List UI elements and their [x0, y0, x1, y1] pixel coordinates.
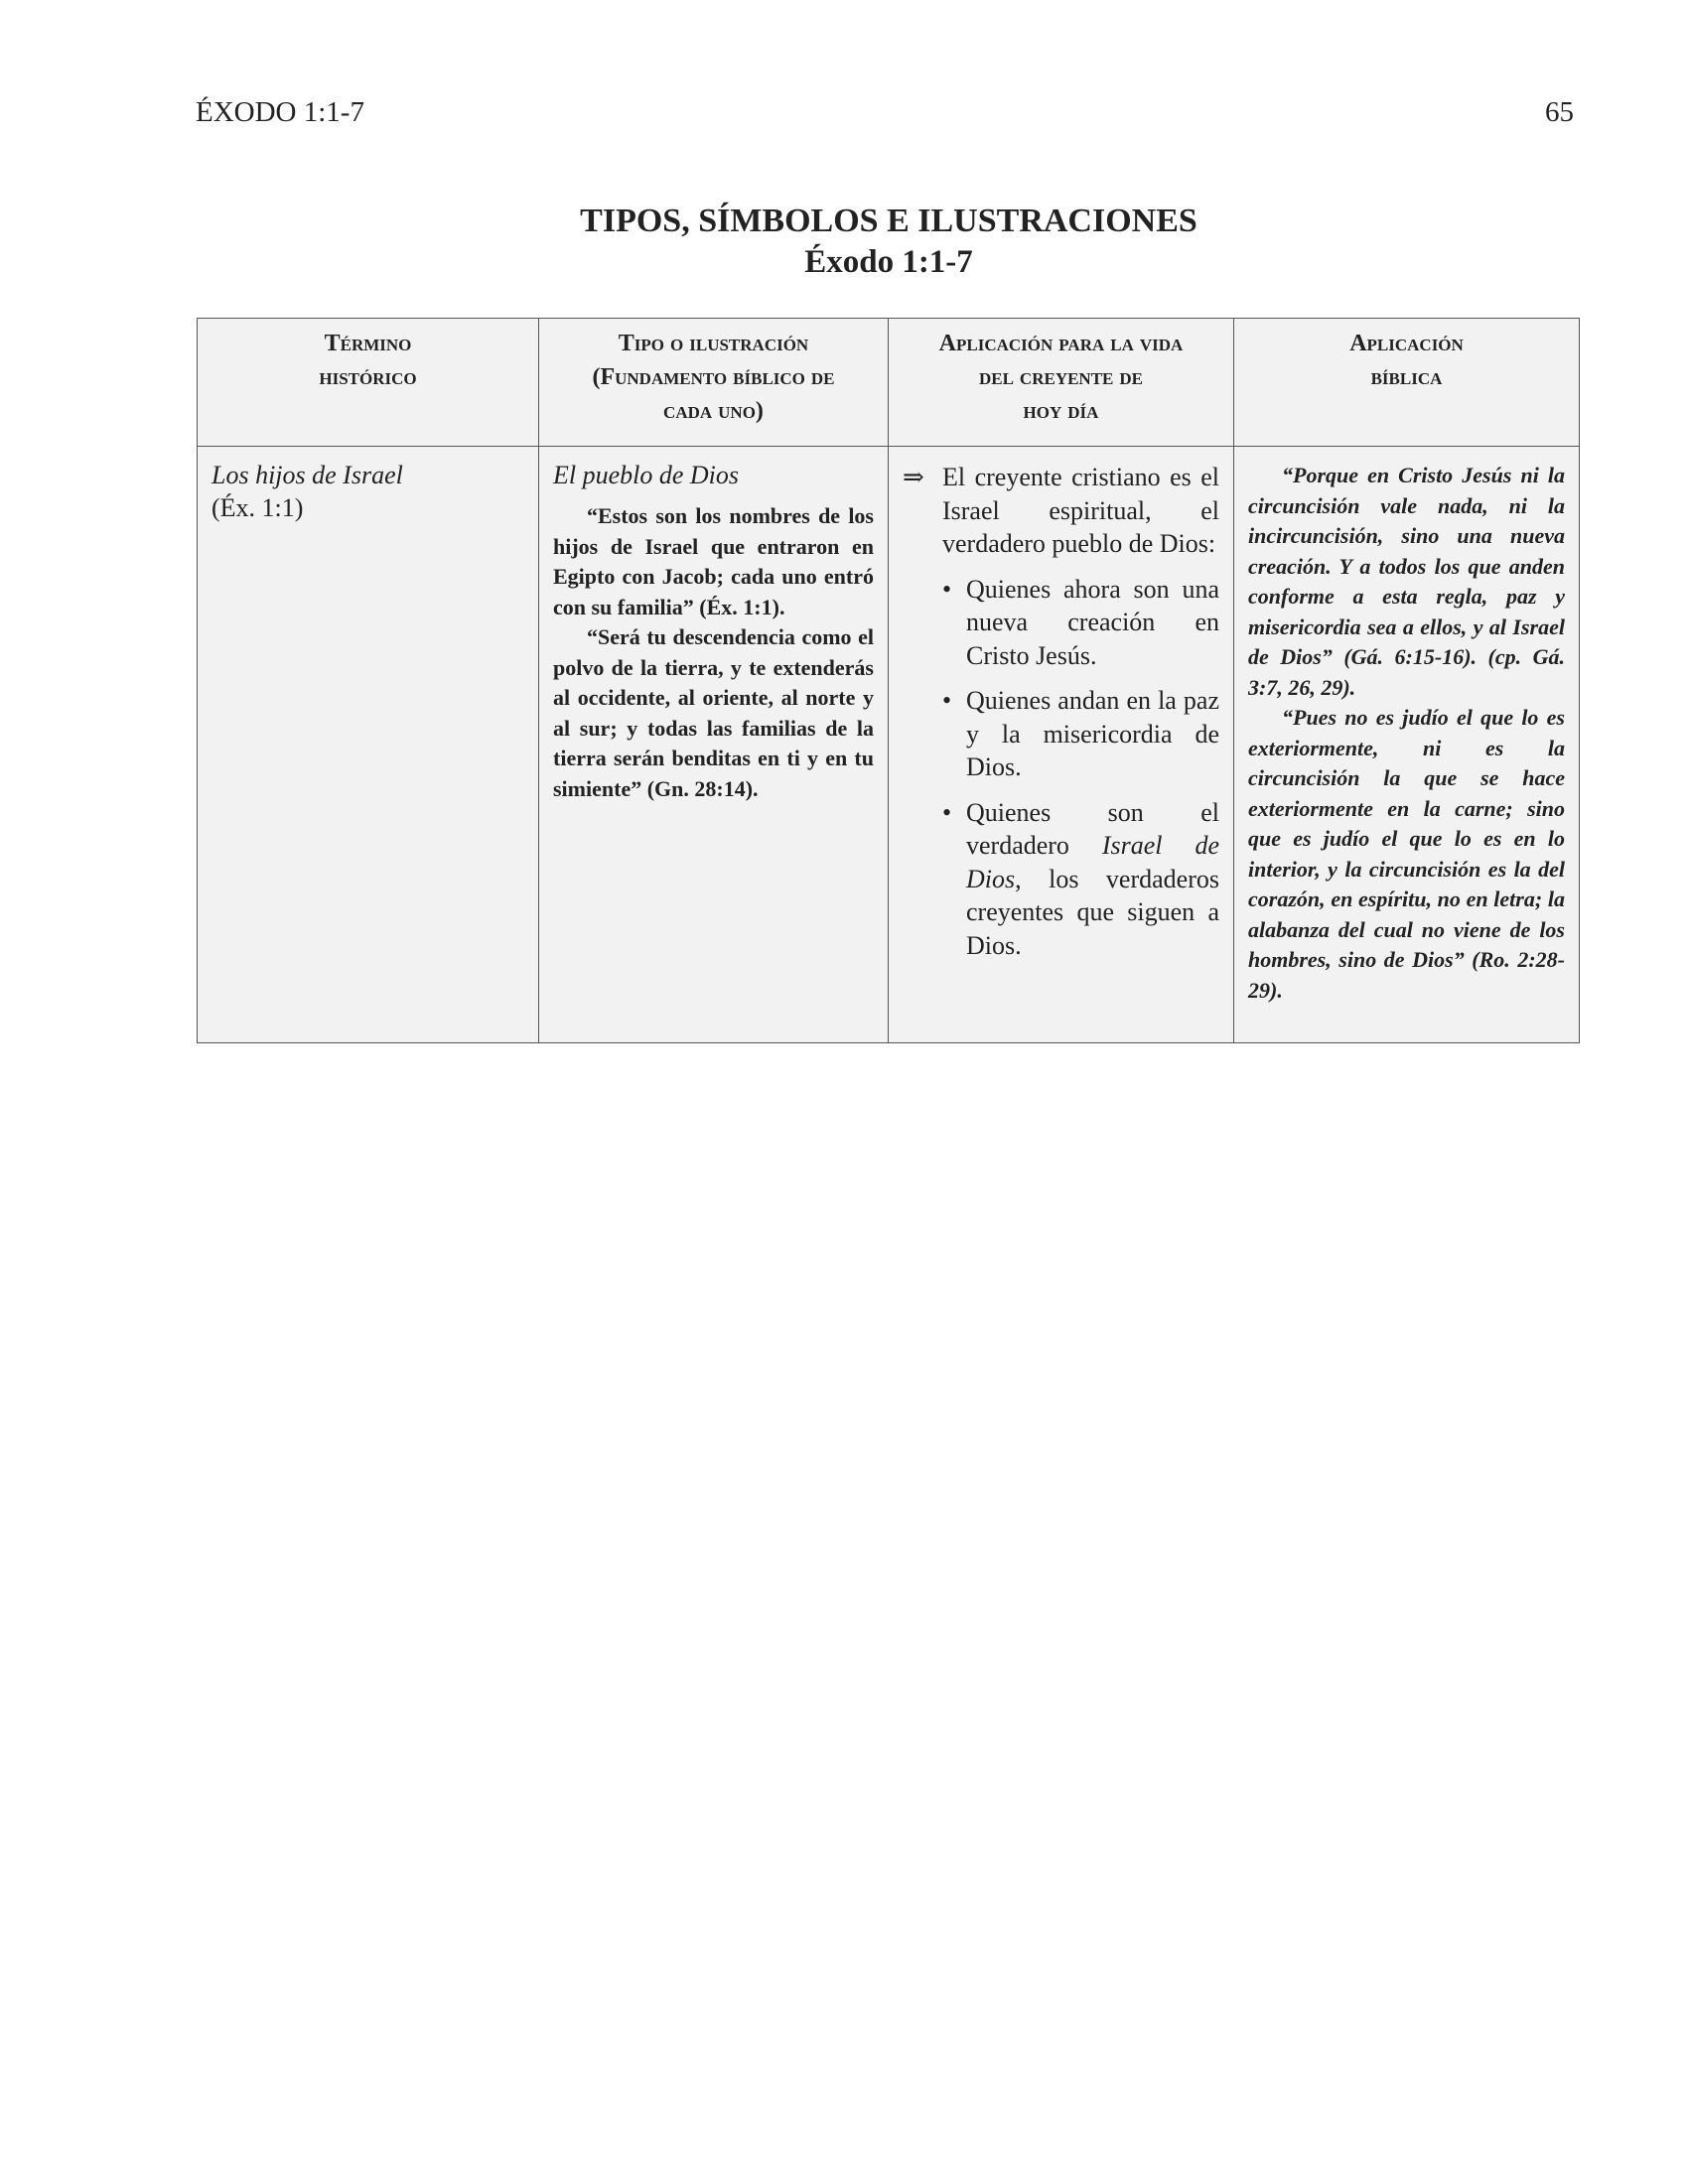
header-line: del creyente de	[978, 364, 1144, 390]
header-line: Término	[324, 331, 412, 356]
title-line-1: TIPOS, SÍMBOLOS E ILUSTRACIONES	[580, 203, 1197, 239]
application-intro: El creyente cristiano es el Israel espiritual, el verdadero pueblo de Dios:	[942, 463, 1219, 558]
point-emphasis: Israel de Dios	[966, 831, 1220, 893]
header-historical-term	[198, 319, 539, 447]
cell-life-application	[889, 447, 1234, 1043]
biblical-verse: “Pues no es judío el que lo es exteriormente, ni es la circuncisión la que se hace exteriormente en la carne; sino que es judío el que lo es en lo interior, y la circuncisión es la del corazón, en espíritu, no en letra; la alabanza del cual no viene de los hombres, sino de Dios” (Ro. 2:28-29).	[1248, 705, 1565, 1003]
application-point: Quienes andan en la paz y la misericordia de Dios.	[966, 686, 1219, 781]
type-verse: “Será tu descendencia como el polvo de la tierra, y te extenderás al occidente, al oriente, al norte y al sur; y todas las familias de la tierra serán benditas en ti y en tu simiente” (Gn. 28:14).	[553, 624, 874, 801]
term-text: Los hijos de Israel	[211, 461, 403, 489]
application-point	[966, 796, 1219, 963]
table-row	[198, 447, 1580, 1043]
header-line: cada uno)	[663, 398, 764, 424]
point-text: Quienes son el verdadero	[966, 797, 1219, 860]
header-line: hoy día	[1023, 398, 1099, 424]
title-line-2: Éxodo 1:1-7	[804, 244, 973, 280]
bullet-icon: •	[942, 797, 952, 827]
biblical-verse: “Porque en Cristo Jesús ni la circuncisión vale nada, ni la incircuncisión, sino una nueva creación. Y a todos los que anden conforme a esta regla, paz y misericordia sea a ellos, y al Israel de Dios” (Gá. 6:15-16). (cp. Gá. 3:7, 26, 29).	[1248, 463, 1565, 700]
header-life-application	[889, 319, 1234, 447]
list-item	[942, 573, 1219, 673]
arrow-icon: ⇒	[903, 463, 924, 491]
header-biblical-application	[1234, 319, 1580, 447]
cell-historical-term	[198, 447, 539, 1043]
running-head: ÉXODO 1:1-7	[196, 96, 364, 128]
cell-type-illustration	[539, 447, 889, 1043]
bullet-icon: •	[942, 574, 952, 604]
list-item	[942, 684, 1219, 784]
header-line: Tipo o ilustración	[618, 331, 809, 356]
application-point: Quienes ahora son una nueva creación en Cristo Jesús.	[966, 574, 1219, 670]
header-line: (Fundamento bíblico de	[592, 364, 835, 390]
application-list	[903, 573, 1219, 963]
point-text: , los verdaderos creyentes que siguen a Dios.	[966, 864, 1219, 960]
bullet-icon: •	[942, 686, 952, 715]
type-verse: “Estos son los nombres de los hijos de Israel que entraron en Egipto con Jacob; cada uno entró con su familia” (Éx. 1:1).	[553, 503, 874, 619]
header-line: histórico	[319, 364, 417, 390]
table-header-row	[198, 319, 1580, 447]
types-table	[197, 318, 1580, 1043]
page-number: 65	[1545, 96, 1574, 128]
term-reference: (Éx. 1:1)	[211, 493, 304, 522]
header-type-illustration	[539, 319, 889, 447]
header-line: Aplicación	[1349, 331, 1464, 356]
header-line: bíblica	[1370, 364, 1443, 390]
type-title: El pueblo de Dios	[553, 461, 740, 489]
cell-biblical-application	[1234, 447, 1580, 1043]
list-item	[942, 796, 1219, 963]
page-title	[0, 202, 1688, 283]
header-line: Aplicación para la vida	[938, 331, 1184, 356]
